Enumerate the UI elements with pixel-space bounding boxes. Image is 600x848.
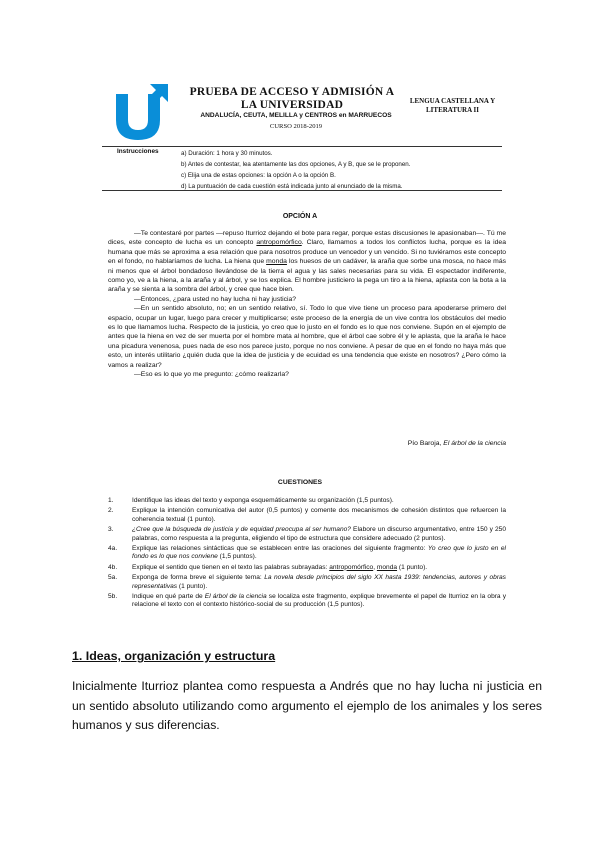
- instructions-label: Instrucciones: [117, 148, 159, 155]
- instruction-item: d) La puntuación de cada cuestión está indicada junto al enunciado de la misma.: [181, 183, 403, 190]
- question-item: 4b. Explique el sentido que tienen en el texto las palabras subrayadas: antropomórfico, monda (1 punto).: [108, 563, 428, 571]
- question-item: 2. Explique la intención comunicativa del autor (0,5 puntos) y comente dos mecanismos de cohesión distintos que refuercen la coherencia textual (1 punto).: [108, 507, 506, 523]
- answer-heading: 1. Ideas, organización y estructura: [72, 649, 276, 663]
- question-item: 5b. Indique en qué parte de El árbol de la ciencia se localiza este fragmento, explique brevemente el papel de Iturrioz en la obra y relacione el texto con el contexto histórico-social de su producción (1,5 puntos).: [108, 593, 506, 609]
- questions-title: CUESTIONES: [277, 479, 323, 486]
- excerpt-text: [108, 229, 506, 380]
- instruction-item: b) Antes de contestar, lea atentamente las dos opciones, A y B, que se le proponen.: [181, 161, 411, 168]
- option-title: OPCIÓN A: [282, 213, 318, 220]
- instructions-list: [181, 148, 501, 192]
- logo-u-shape: [116, 94, 160, 140]
- excerpt-paragraph: —Entonces, ¿para usted no hay lucha ni hay justicia?: [134, 295, 297, 303]
- excerpt-paragraph: —En un sentido absoluto, no; en un sentido relativo, sí. Todo lo que vive tiene un proceso para apoderarse primero del espacio, ocupar un lugar, luego para crecer y multiplicarse; este proceso de la energía de un vive contra los obstáculos del medio es lo que llamamos lucha. Respecto de la justicia, yo creo que lo justo en el fondo es lo que nos conviene. Supón en el ejemplo de antes que la hiena en vez de ser muerta por el hombre mata al hombre, que el árbol cae sobre él y le aplasta, que la araña le hace una picadura venenosa, pues nada de eso nos parece justo, porque no nos conviene. A pesar de que en el fondo no haya más que esto, un interés utilitario ¿quién duda que la idea de justicia y de ecuidad es una tendencia que existe en nosotros? ¿Pero cómo la vamos a realizar?: [108, 305, 506, 369]
- question-item: 4a. Explique las relaciones sintácticas que se establecen entre las oraciones del siguiente fragmento: Yo creo que lo justo en el fondo es lo que nos conviene (1,5 puntos).: [108, 545, 506, 561]
- answer-body: Inicialmente Iturrioz plantea como respuesta a Andrés que no hay lucha ni justicia en un sentido absoluto utilizando como argumento el ejemplo de los animales y los seres humanos y sus diferencias.: [72, 679, 542, 732]
- excerpt-paragraph: —Eso es lo que yo me pregunto: ¿cómo realizarla?: [134, 371, 289, 379]
- instruction-item: c) Elija una de estas opciones: la opción A o la opción B.: [181, 172, 336, 179]
- exam-region: ANDALUCÍA, CEUTA, MELILLA y CENTROS en MARRUECOS: [200, 112, 392, 119]
- question-item: 3. ¿Cree que la búsqueda de justicia y de equidad preocupa al ser humano? Elabore un discurso argumentativo, entre 150 y 250 palabras, como respuesta a la pregunta, eligiendo el tipo de estructura que considere adecuado (2 puntos).: [108, 526, 506, 542]
- question-item: 5a. Exponga de forma breve el siguiente tema: La novela desde principios del siglo XX hasta 1939: tendencias, autores y obras representativas (1 punto).: [108, 574, 506, 590]
- exam-subject: LENGUA CASTELLANA Y LITERATURA II: [409, 97, 496, 114]
- questions-list: [108, 497, 506, 612]
- excerpt-paragraph: —Te contestaré por partes —repuso Iturrioz dejando el bote para regar, porque estas discusiones le apasionaban—. Tú me dices, este concepto de lucha es un concepto antropomórfico. Claro, llamamos a todos los conflictos lucha, porque es la idea humana que más se aproxima a esa relación que para nosotros produce un vencedor y un vencido. Si no tuviéramos este concepto en el fondo, no hablaríamos de lucha. La hiena que monda los huesos de un cadáver, la araña que sorbe una mosca, no hace más ni menos que el árbol bondadoso llevándose de la tierra el agua y las sales necesarias para su vida. El espectador indiferente, como yo, ve a la hiena, a la araña y al árbol, y se los explica. El hombre justiciero la pega un tiro a la hiena, aplasta con la bota a la araña y se sienta a la sombra del árbol, y cree que hace bien.: [108, 230, 506, 294]
- university-logo: [112, 84, 170, 140]
- exam-course: CURSO 2018-2019: [269, 123, 323, 130]
- exam-title: PRUEBA DE ACCESO Y ADMISIÓN A LA UNIVERSIDAD: [189, 86, 395, 111]
- instruction-item: a) Duración: 1 hora y 30 minutos.: [181, 150, 273, 157]
- underlined-word: antropomórfico: [256, 239, 302, 247]
- underlined-word: monda: [266, 258, 287, 266]
- question-item: 1. Identifique las ideas del texto y exponga esquemáticamente su organización (1,5 puntos).: [108, 497, 394, 504]
- excerpt-citation: Pío Baroja, El árbol de la ciencia: [407, 440, 506, 447]
